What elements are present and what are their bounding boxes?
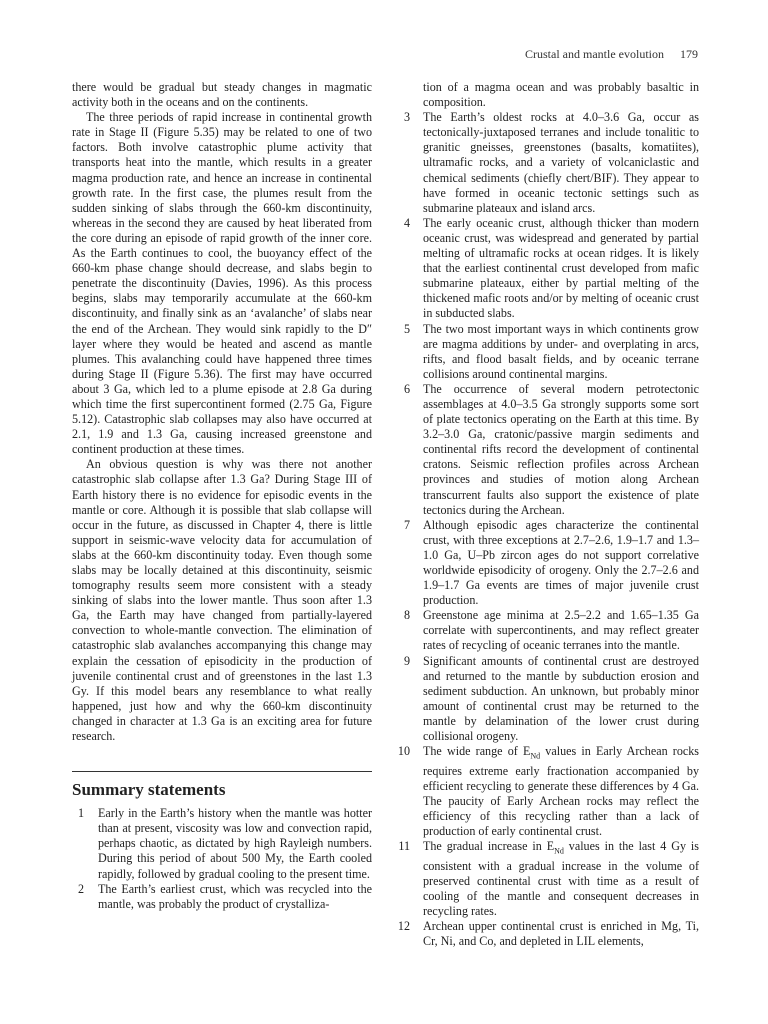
summary-statement-10 [394, 744, 699, 839]
nd-subscript: Nd [554, 846, 564, 856]
statement-text: Early in the Earth’s history when the mantle was hotter than at present, viscosity was low and convection rapid, perhaps chaotic, as dictated by high Rayleigh numbers. During this period of about 500 My, the Earth cooled rapidly, followed by gradual cooling to the present time. [98, 806, 372, 881]
summary-statement-8 [394, 608, 699, 653]
statement-number: 6 [403, 381, 410, 396]
statement-number: 1 [78, 806, 85, 821]
statement-text: The occurrence of several modern petrotectonic assemblages at 4.0–3.5 Ga strongly supports some sort of plate tectonics operating on the Earth at this time. By 3.2–3.0 Ga, cratonic/passive margin sediments and continental rifts record the development of continental cratons. Seismic reflection profiles across Archean provinces and studies of motion along Archean transcurrent faults also support the existence of plate tectonics during the Archean. [423, 381, 699, 517]
statement-number: 10 [397, 744, 410, 759]
statement-number: 5 [403, 321, 410, 336]
statement-number: 8 [403, 608, 410, 623]
statement-text-part: values in Early Archean rocks requires extreme early fractionation accompanied by efficient recycling to generate these differences by 4 Ga. The paucity of Early Archean rocks may reflect the efficiency of this recycling rather than a lack of production of early continental crust. [423, 744, 699, 838]
statement-text: The Earth’s earliest crust, which was recycled into the mantle, was probably the product of crystalliza- [98, 881, 372, 911]
summary-statement-9 [394, 654, 699, 745]
right-column [394, 80, 699, 949]
running-title: Crustal and mantle evolution [525, 47, 664, 61]
nd-subscript: Nd [530, 751, 541, 761]
statement-text-part: values in the last 4 Gy is consistent with a gradual increase in the volume of preserved continental crust with time as a result of cooling of the mantle and consequent decreases in recycling rates. [423, 839, 699, 918]
summary-statement-6 [394, 382, 699, 518]
summary-statement-7 [394, 518, 699, 609]
page-number: 179 [680, 47, 698, 61]
statement-number: 12 [397, 918, 410, 933]
statement-text: The Earth’s oldest rocks at 4.0–3.6 Ga, occur as tectonically-juxtaposed terranes and include tonalitic to granitic gneisses, greenstones (basalts, komatiites), ultramafic rocks, and a variety of volcaniclastic and chemical sediments (chiefly chert/BIF). They appear to have formed in oceanic tectonic settings such as submarine plateaux and island arcs. [423, 110, 699, 215]
paragraph-slab-collapse: An obvious question is why was there not another catastrophic slab collapse after 1.3 Ga? During Stage III of Earth history there is no evidence for episodic events in the mantle or core. Although it is possible that slab collapse will occur in the future, as discussed in Chapter 4, there is little support in seismic-wave velocity data for accumulation of slabs at the 660-km discontinuity today. Even though some slabs may be locally detained at this discontinuity, seismic tomography results seem more consistent with a steady sinking of slabs into the lower mantle. Thus soon after 1.3 Ga, the Earth may have changed from partially-layered convection to whole-mantle convection. The elimination of catastrophic slab avalanches accompanying this change may explain the cessation of episodicity in the production of juvenile continental crust and of greenstones in the last 1.3 Gy. If this model bears any resemblance to what really happened, just how and why the 660-km discontinuity changed in character at 1.3 Ga is an exciting area for future research. [72, 457, 372, 744]
statement-text: Although episodic ages characterize the continental crust, with three exceptions at 2.7–2.6, 1.9–1.7 and 1.3–1.0 Ga, U–Pb zircon ages do not support correlative worldwide episodicity of orogeny. Only the 2.7–2.6 and 1.9–1.7 Ga events are times of major juvenile crust production. [423, 517, 699, 608]
summary-statement-1 [72, 806, 372, 881]
paragraph-growth-periods: The three periods of rapid increase in continental growth rate in Stage II (Figure 5.35) may be related to one of two factors. Both involve catastrophic plume activity that transports heat into the mantle, which results in a greater magma production rate, and hence an increase in continental growth rate. In the first case, the plumes result from the sudden sinking of slabs through the 660-km discontinuity, whereas in the second they are caused by heat liberated from the core during an episode of rapid growth of the inner core. As the Earth continues to cool, the buoyancy effect of the 660-km phase change should decrease, and slabs begin to penetrate the discontinuity (Davies, 1996). As this process begins, slabs may temporarily accumulate at the 660-km discontinuity, and finally sink as an ‘avalanche’ of slabs near the end of the Archean. They would sink rapidly to the D″ layer where they would be heated and ascend as mantle plumes. This avalanching could have happened three times during Stage II (Figure 5.36). The first may have occurred about 3 Ga, which led to a plume episode at 2.8 Ga during which time the first supercontinent formed (2.75 Ga, Figure 5.12). Catastrophic slab collapses may also have occurred at 2.1, 1.9 and 1.3 Ga, causing increased greenstone and continent production at these times. [72, 110, 372, 457]
statement-number: 3 [403, 110, 410, 125]
statement-text-part: The wide range of E [423, 744, 531, 759]
section-heading: Summary statements [72, 780, 226, 800]
statement-2-continuation: tion of a magma ocean and was probably basaltic in composition. [423, 80, 699, 110]
running-header [525, 47, 698, 62]
summary-statement-4 [394, 216, 699, 322]
statement-number: 11 [398, 839, 410, 854]
statement-number: 4 [403, 215, 410, 230]
summary-statement-2 [72, 882, 372, 912]
summary-statement-12 [394, 919, 699, 949]
statement-text-part: The gradual increase in E [423, 839, 555, 854]
summary-statement-5 [394, 322, 699, 382]
statement-text: Significant amounts of continental crust are destroyed and returned to the mantle by subduction erosion and sediment subduction. An unknown, but probably minor amount of continental crust may be returned to the mantle by delamination of the lower crust during collisional orogeny. [423, 653, 699, 744]
summary-statement-3 [394, 110, 699, 216]
statement-text [423, 839, 699, 919]
statement-text: Archean upper continental crust is enriched in Mg, Ti, Cr, Ni, and Co, and depleted in LIL elements, [423, 918, 699, 949]
summary-statement-11 [394, 839, 699, 919]
statement-text: The early oceanic crust, although thicker than modern oceanic crust, was widespread and generated by partial melting of ultramafic rocks at ocean ridges. It is likely that the earliest continental crust developed from mafic submarine plateaux, either by partial melting of the thickened mafic roots and/or by melting of oceanic crust in subducted slabs. [423, 215, 699, 321]
statement-text [423, 744, 699, 839]
statement-text: Greenstone age minima at 2.5–2.2 and 1.65–1.35 Ga correlate with supercontinents, and may reflect greater rates of recycling of oceanic terranes into the mantle. [423, 608, 699, 653]
paragraph-continuation: there would be gradual but steady changes in magmatic activity both in the oceans and on the continents. [72, 80, 372, 110]
statement-text: The two most important ways in which continents grow are magma additions by under- and overplating in arcs, rifts, and flood basalt fields, and by oceanic terrane collisions around continental margins. [423, 321, 699, 381]
left-column [72, 80, 372, 912]
statement-number: 9 [403, 653, 410, 668]
statement-number: 7 [403, 517, 410, 532]
statement-number: 2 [78, 881, 85, 896]
